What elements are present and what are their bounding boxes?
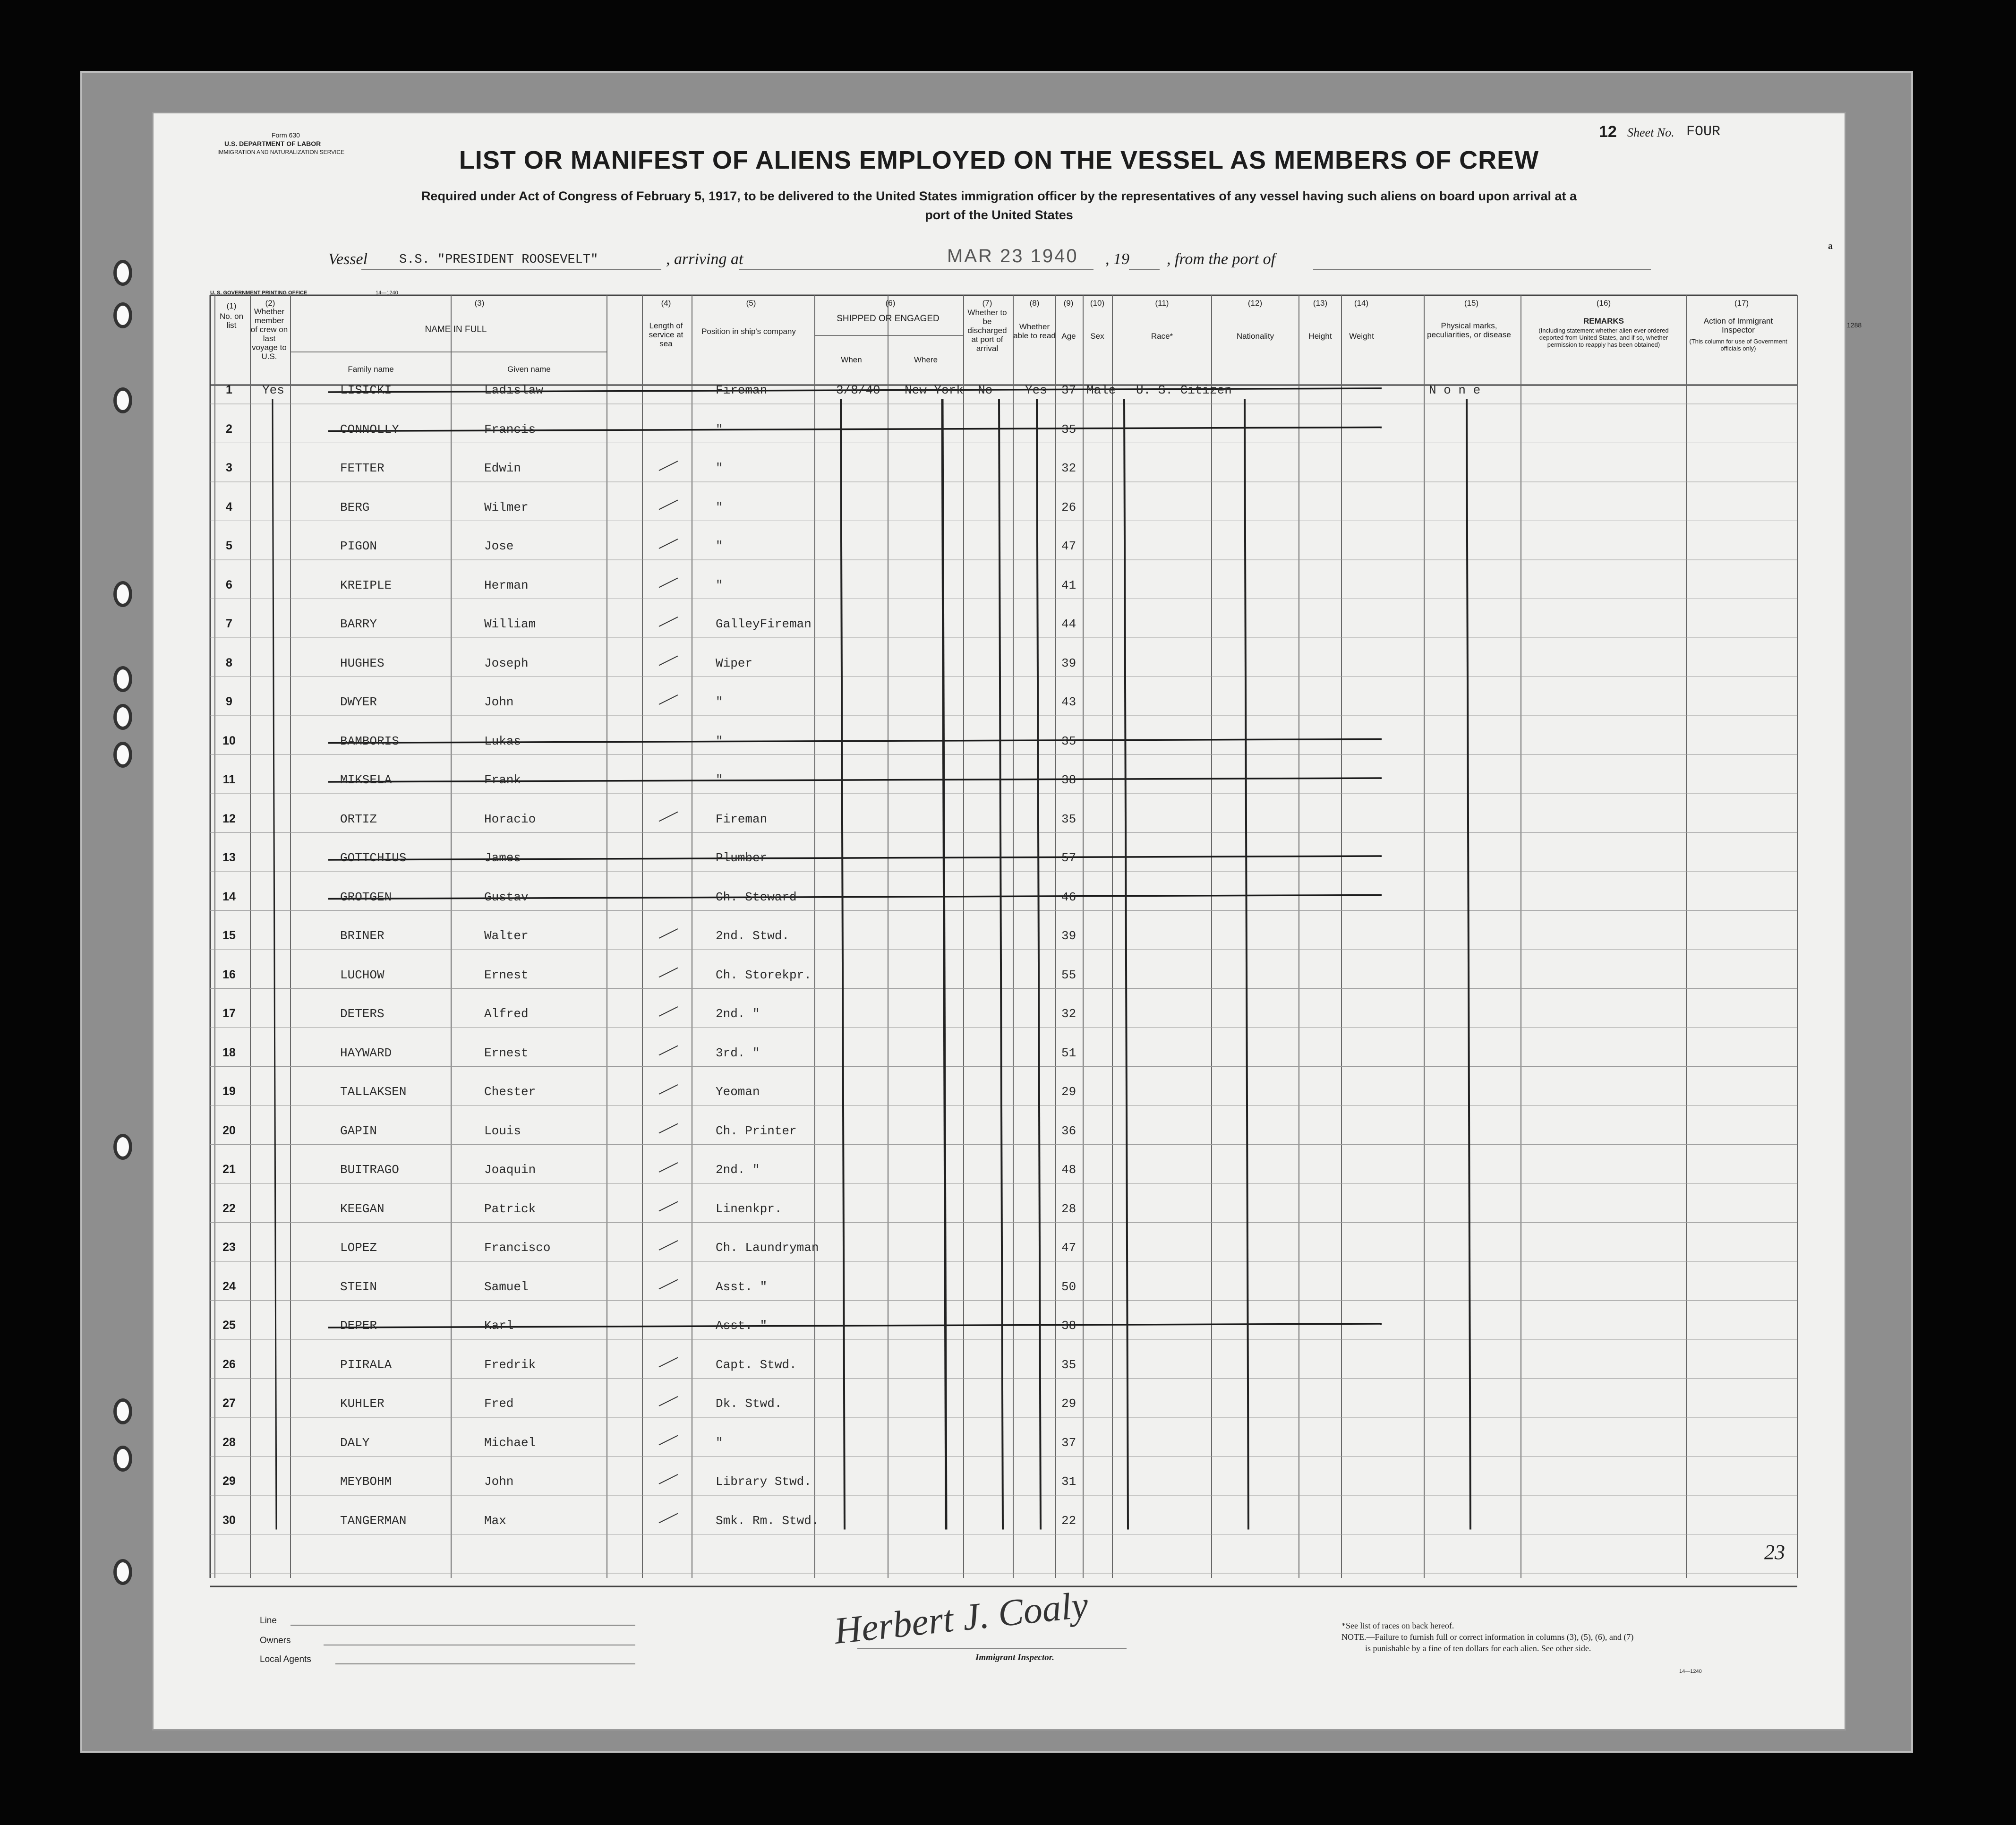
age-cell: 57 <box>1061 851 1076 865</box>
given-name-cell: Ernest <box>484 968 529 982</box>
vessel-name: S.S. "PRESIDENT ROOSEVELT" <box>399 253 598 267</box>
position-cell: Smk. Rm. Stwd. <box>716 1513 819 1528</box>
family-name-cell: BERG <box>340 500 370 514</box>
column-number: (2) <box>265 299 275 308</box>
check-tick <box>659 578 678 588</box>
given-name-cell: William <box>484 617 536 631</box>
header-weight: Weight <box>1349 332 1374 341</box>
position-cell: Fireman <box>716 383 768 397</box>
position-cell: Ch. Laundryman <box>716 1241 819 1255</box>
row-number: 16 <box>222 968 236 981</box>
position-cell: Ch. Storekpr. <box>716 968 812 982</box>
given-name-cell: Ernest <box>484 1045 529 1060</box>
header-remarks-note: (Including statement whether alien ever ordered deported from United States, and if so, whether permission to reapply has been obtained) <box>1538 327 1669 348</box>
age-cell: 29 <box>1061 1085 1076 1099</box>
position-cell: " <box>716 422 723 437</box>
position-cell: " <box>716 773 723 787</box>
position-cell: Library Stwd. <box>716 1474 812 1489</box>
check-tick <box>659 1202 678 1211</box>
row-number: 17 <box>222 1007 236 1020</box>
edge-letter: a <box>1828 241 1833 251</box>
family-name-cell: TALLAKSEN <box>340 1085 407 1099</box>
given-name-cell: Fred <box>484 1397 514 1411</box>
position-cell: Fireman <box>716 812 768 826</box>
given-name-cell: Joaquin <box>484 1163 536 1177</box>
header-remarks: REMARKS <box>1583 317 1624 326</box>
check-tick <box>659 1280 678 1289</box>
age-cell: 29 <box>1061 1397 1076 1411</box>
given-name-cell: Lukas <box>484 734 521 748</box>
binder-hole <box>113 1446 132 1472</box>
printing-office: U. S. GOVERNMENT PRINTING OFFICE <box>210 290 308 296</box>
check-tick <box>659 695 678 704</box>
check-tick <box>659 539 678 548</box>
local-agents-label: Local Agents <box>260 1654 311 1664</box>
age-cell: 28 <box>1061 1201 1076 1216</box>
family-name-cell: CONNOLLY <box>340 422 399 437</box>
check-tick <box>659 929 678 938</box>
family-name-cell: DWYER <box>340 695 377 709</box>
age-cell: 48 <box>1061 1163 1076 1177</box>
physical-marks-cell: N o n e <box>1429 383 1481 397</box>
column-number: (16) <box>1596 299 1611 308</box>
position-cell: " <box>716 578 723 592</box>
service: IMMIGRATION AND NATURALIZATION SERVICE <box>217 149 345 155</box>
age-cell: 39 <box>1061 656 1076 670</box>
check-tick <box>659 500 678 510</box>
family-name-cell: GROTGEN <box>340 890 392 904</box>
header-nationality: Nationality <box>1236 332 1274 341</box>
discharged-cell: No <box>978 383 993 397</box>
given-name-cell: Wilmer <box>484 500 529 514</box>
where-cell: New York <box>905 383 964 397</box>
family-name-cell: STEIN <box>340 1279 377 1294</box>
position-cell: Yeoman <box>716 1085 760 1099</box>
penalty-note-1: NOTE.—Failure to furnish full or correct information in columns (3), (5), (6), and (7) <box>1341 1632 1634 1642</box>
header-action-note: (This column for use of Government officials only) <box>1689 338 1787 352</box>
family-name-cell: FETTER <box>340 461 384 475</box>
header-shipped-or-engaged: SHIPPED OR ENGAGED <box>837 314 940 324</box>
age-cell: 22 <box>1061 1513 1076 1528</box>
inspector-signature: Herbert J. Coaly <box>832 1584 1090 1652</box>
sheet-number: FOUR <box>1686 124 1721 140</box>
print-code: 14—1240 <box>376 290 398 296</box>
position-cell: " <box>716 500 723 514</box>
year-label: , 19 <box>1105 250 1129 268</box>
binder-hole <box>113 1559 132 1585</box>
row-number: 3 <box>226 461 232 474</box>
family-name-cell: BRINER <box>340 929 384 943</box>
check-tick <box>659 617 678 626</box>
ditto-mark-line <box>999 399 1003 1530</box>
binder-hole <box>113 1134 132 1160</box>
row-number: 23 <box>222 1241 236 1254</box>
age-cell: 32 <box>1061 461 1076 475</box>
position-cell: " <box>716 1435 723 1450</box>
position-cell: Ch. Printer <box>716 1123 797 1138</box>
manifest-page <box>154 113 1862 1729</box>
given-name-cell: Patrick <box>484 1201 536 1216</box>
check-tick <box>659 1358 678 1367</box>
age-cell: 31 <box>1061 1474 1076 1489</box>
row-number: 27 <box>222 1397 236 1410</box>
given-name-cell: Edwin <box>484 461 521 475</box>
ditto-mark-line <box>1124 399 1128 1530</box>
check-tick <box>659 1007 678 1016</box>
row-number: 24 <box>222 1279 236 1293</box>
row-number: 6 <box>226 578 232 591</box>
header-where: Where <box>914 355 938 364</box>
age-cell: 38 <box>1061 1319 1076 1333</box>
column-number: (3) <box>474 299 485 308</box>
age-cell: 37 <box>1061 1435 1076 1450</box>
column-number: (8) <box>1029 299 1040 308</box>
check-tick <box>659 968 678 977</box>
given-name-cell: Gustav <box>484 890 529 904</box>
vessel-label: Vessel <box>328 250 368 268</box>
family-name-cell: LOPEZ <box>340 1241 377 1255</box>
position-cell: GalleyFireman <box>716 617 812 631</box>
check-tick <box>659 1514 678 1523</box>
check-tick <box>659 1241 678 1250</box>
age-cell: 47 <box>1061 539 1076 553</box>
header-physical-marks: Physical marks, peculiarities, or disease <box>1427 321 1511 339</box>
given-name-cell: Ladislaw <box>484 383 543 397</box>
age-cell: 36 <box>1061 1123 1076 1138</box>
given-name-cell: Francisco <box>484 1241 551 1255</box>
header-given-name: Given name <box>507 365 551 374</box>
header-no-on-list: No. on list <box>219 312 244 330</box>
given-name-cell: Joseph <box>484 656 529 670</box>
row-number: 15 <box>222 929 236 942</box>
given-name-cell: Max <box>484 1513 506 1528</box>
subtitle-line-1: Required under Act of Congress of February 5, 1917, to be delivered to the United States immigration officer by the representatives of any vessel having such aliens on board upon arrival at a <box>421 189 1577 203</box>
races-note: *See list of races on back hereof. <box>1341 1621 1454 1630</box>
page-title: LIST OR MANIFEST OF ALIENS EMPLOYED ON THE VESSEL AS MEMBERS OF CREW <box>459 146 1539 174</box>
family-name-cell: KEEGAN <box>340 1201 384 1216</box>
row-number: 9 <box>226 695 232 708</box>
row-number: 4 <box>226 500 232 514</box>
ditto-mark-line <box>273 399 276 1530</box>
family-name-cell: BARRY <box>340 617 377 631</box>
given-name-cell: Louis <box>484 1123 521 1138</box>
row-number: 18 <box>222 1045 236 1059</box>
check-tick <box>659 1163 678 1172</box>
read-cell: Yes <box>1025 383 1047 397</box>
subtitle-line-2: port of the United States <box>925 208 1073 222</box>
given-name-cell: Michael <box>484 1435 536 1450</box>
given-name-cell: Alfred <box>484 1007 529 1021</box>
row-number: 2 <box>226 422 232 436</box>
header-discharged: Whether to be discharged at port of arrival <box>967 308 1007 353</box>
family-name-cell: MIKSELA <box>340 773 392 787</box>
given-name-cell: Francis <box>484 422 536 437</box>
margin-code: 1288 <box>1847 321 1862 329</box>
binder-hole <box>113 302 132 328</box>
column-number: (4) <box>661 299 671 308</box>
row-number: 7 <box>226 617 232 630</box>
row-number: 11 <box>222 773 236 786</box>
binder-hole <box>113 387 132 413</box>
check-tick <box>659 1085 678 1094</box>
position-cell: Linenkpr. <box>716 1201 782 1216</box>
check-tick <box>659 1436 678 1445</box>
from-port-label: , from the port of <box>1167 250 1276 268</box>
arriving-label: , arriving at <box>666 250 743 268</box>
position-cell: 2nd. " <box>716 1163 760 1177</box>
position-cell: " <box>716 695 723 709</box>
given-name-cell: Samuel <box>484 1279 529 1294</box>
family-name-cell: LUCHOW <box>340 968 384 982</box>
ditto-mark-line <box>841 399 845 1530</box>
family-name-cell: PIIRALA <box>340 1357 392 1372</box>
form-number: Form 630 <box>272 131 300 139</box>
position-cell: Plumber <box>716 851 768 865</box>
column-number: (7) <box>982 299 992 308</box>
header-length-of-service: Length of service at sea <box>649 321 683 348</box>
given-name-cell: Chester <box>484 1085 536 1099</box>
header-action: Action of Immigrant Inspector <box>1703 317 1773 334</box>
row-number: 28 <box>222 1435 236 1449</box>
column-number: (12) <box>1247 299 1263 308</box>
when-cell: 3/8/40 <box>836 383 880 397</box>
sex-cell: Male <box>1086 383 1116 397</box>
date-stamp: MAR 23 1940 <box>947 246 1078 266</box>
position-cell: 2nd. " <box>716 1007 760 1021</box>
given-name-cell: Frank <box>484 773 521 787</box>
age-cell: 39 <box>1061 929 1076 943</box>
position-cell: " <box>716 734 723 748</box>
row-number: 26 <box>222 1357 236 1371</box>
row-number: 5 <box>226 539 232 552</box>
line-label: Line <box>260 1616 277 1626</box>
check-tick <box>659 656 678 666</box>
given-name-cell: John <box>484 1474 514 1489</box>
ditto-mark-line <box>1467 399 1470 1530</box>
sheet-prefix: 12 <box>1599 123 1617 141</box>
row-number: 8 <box>226 656 232 669</box>
position-cell: " <box>716 539 723 553</box>
header-height: Height <box>1308 332 1332 341</box>
binder-hole <box>113 704 132 730</box>
header-name-in-full: NAME IN FULL <box>425 325 487 334</box>
age-cell: 35 <box>1061 734 1076 748</box>
column-number: (14) <box>1354 299 1369 308</box>
row-number: 12 <box>222 812 236 825</box>
row-number: 1 <box>226 383 232 396</box>
binder-hole <box>113 742 132 768</box>
family-name-cell: KUHLER <box>340 1397 384 1411</box>
footer-print-code: 14—1240 <box>1679 1669 1702 1674</box>
family-name-cell: HAYWARD <box>340 1045 392 1060</box>
age-cell: 26 <box>1061 500 1076 514</box>
column-number: (5) <box>746 299 756 308</box>
age-cell: 50 <box>1061 1279 1076 1294</box>
position-cell: Asst. " <box>716 1279 768 1294</box>
family-name-cell: BUITRAGO <box>340 1163 399 1177</box>
header-position: Position in ship's company <box>701 327 796 336</box>
family-name-cell: KREIPLE <box>340 578 392 592</box>
age-cell: 37 <box>1061 383 1076 397</box>
column-number: (13) <box>1313 299 1328 308</box>
check-tick <box>659 1397 678 1406</box>
family-name-cell: HUGHES <box>340 656 384 670</box>
age-cell: 32 <box>1061 1007 1076 1021</box>
family-name-cell: DETERS <box>340 1007 384 1021</box>
check-tick <box>659 812 678 822</box>
age-cell: 46 <box>1061 890 1076 904</box>
owners-label: Owners <box>260 1636 291 1645</box>
ditto-mark-line <box>1245 399 1248 1530</box>
row-number: 10 <box>222 734 236 747</box>
header-able-to-read: Whether able to read <box>1013 322 1056 340</box>
age-cell: 43 <box>1061 695 1076 709</box>
age-cell: 35 <box>1061 1357 1076 1372</box>
given-name-cell: Herman <box>484 578 529 592</box>
binder-hole <box>113 666 132 692</box>
row-number: 21 <box>222 1163 236 1176</box>
binder-hole <box>113 260 132 286</box>
age-cell: 51 <box>1061 1045 1076 1060</box>
position-cell: Capt. Stwd. <box>716 1357 797 1372</box>
given-name-cell: John <box>484 695 514 709</box>
family-name-cell: BAMBORIS <box>340 734 399 748</box>
family-name-cell: GOTTCHIUS <box>340 851 407 865</box>
given-name-cell: James <box>484 851 521 865</box>
column-number: (17) <box>1734 299 1749 308</box>
race-cell: U. S. Citizen <box>1136 383 1232 397</box>
header-race: Race* <box>1151 332 1173 341</box>
binder-hole <box>113 581 132 607</box>
position-cell: Dk. Stwd. <box>716 1397 782 1411</box>
age-cell: 55 <box>1061 968 1076 982</box>
position-cell: 3rd. " <box>716 1045 760 1060</box>
column-number: (9) <box>1063 299 1074 308</box>
check-tick <box>659 1046 678 1055</box>
column-number: (15) <box>1464 299 1479 308</box>
position-cell: Wiper <box>716 656 753 670</box>
ditto-mark-line <box>1037 399 1041 1530</box>
department: U.S. DEPARTMENT OF LABOR <box>224 140 321 147</box>
family-name-cell: PIGON <box>340 539 377 553</box>
inspector-label: Immigrant Inspector. <box>975 1653 1054 1662</box>
row-number: 13 <box>222 851 236 864</box>
age-cell: 35 <box>1061 422 1076 437</box>
ditto-mark-line <box>942 399 946 1530</box>
header-whether-member: Whether member of crew on last voyage to U.S. <box>250 307 288 361</box>
age-cell: 41 <box>1061 578 1076 592</box>
header-when: When <box>841 355 862 364</box>
position-cell: Ch. Steward <box>716 890 797 904</box>
check-tick <box>659 1124 678 1133</box>
row-number: 14 <box>222 890 236 903</box>
column-number: (10) <box>1090 299 1105 308</box>
table-grid <box>154 113 1845 1729</box>
header-family-name: Family name <box>348 365 394 374</box>
check-tick <box>659 1474 678 1484</box>
position-cell: 2nd. Stwd. <box>716 929 790 943</box>
family-name-cell: MEYBOHM <box>340 1474 392 1489</box>
given-name-cell: Horacio <box>484 812 536 826</box>
given-name-cell: Walter <box>484 929 529 943</box>
given-name-cell: Fredrik <box>484 1357 536 1372</box>
position-cell: " <box>716 461 723 475</box>
row-number: 20 <box>222 1123 236 1137</box>
family-name-cell: DALY <box>340 1435 370 1450</box>
family-name-cell: DEPER <box>340 1319 377 1333</box>
given-name-cell: Karl <box>484 1319 514 1333</box>
column-number: (6) <box>885 299 896 308</box>
given-name-cell: Jose <box>484 539 514 553</box>
row-number: 19 <box>222 1085 236 1098</box>
column-number: (11) <box>1155 299 1169 308</box>
family-name-cell: GAPIN <box>340 1123 377 1138</box>
row-number: 29 <box>222 1474 236 1488</box>
check-tick <box>659 461 678 471</box>
age-cell: 47 <box>1061 1241 1076 1255</box>
age-cell: 44 <box>1061 617 1076 631</box>
penalty-note-2: is punishable by a fine of ten dollars for each alien. See other side. <box>1365 1644 1591 1653</box>
row-number: 22 <box>222 1201 236 1215</box>
header-sex: Sex <box>1090 332 1104 341</box>
age-cell: 38 <box>1061 773 1076 787</box>
sheet-label: Sheet No. <box>1627 126 1674 139</box>
column-number: (1) <box>226 301 237 310</box>
member-cell: Yes <box>262 383 284 397</box>
family-name-cell: ORTIZ <box>340 812 377 826</box>
family-name-cell: LISICKI <box>340 383 392 397</box>
corner-mark: 23 <box>1764 1541 1785 1564</box>
binder-hole <box>113 1398 132 1424</box>
position-cell: Asst. " <box>716 1319 768 1333</box>
header-age: Age <box>1061 332 1076 341</box>
row-number: 30 <box>222 1513 236 1527</box>
age-cell: 35 <box>1061 812 1076 826</box>
family-name-cell: TANGERMAN <box>340 1513 407 1528</box>
row-number: 25 <box>222 1319 236 1332</box>
